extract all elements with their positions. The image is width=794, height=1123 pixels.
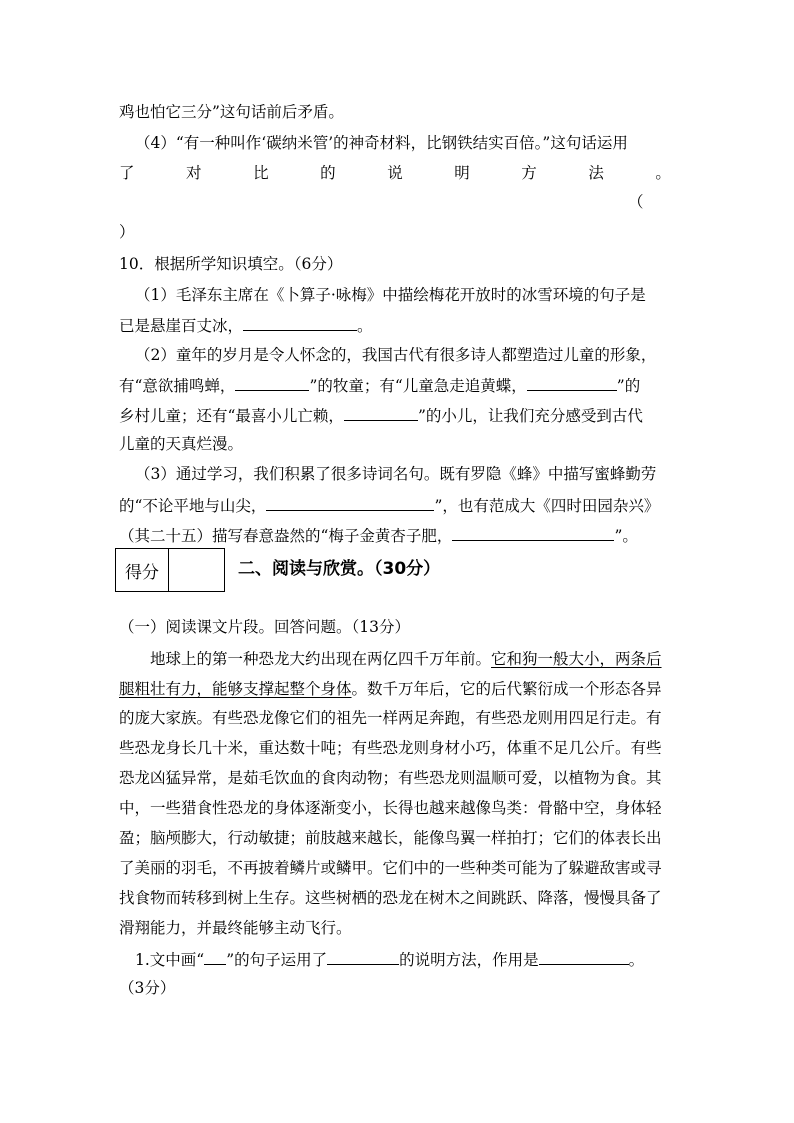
spread-char: 法 [588,164,604,182]
passage-line [119,679,662,699]
text: 。 [628,951,645,969]
spread-char: 明 [454,164,470,182]
passage-line: 恐龙凶猛异常，是茹毛饮血的食肉动物；有些恐龙则温顺可爱，以植物为食。其 [119,769,662,787]
underlined-sentence: 腿粗壮有力，能够支撑起整个身体 [119,680,352,698]
text: 。数千万年后，它的后代繁衍成一个形态各异 [351,680,662,698]
text: 地球上的第一种恐龙大约出现在两亿四千万年前。 [150,650,492,668]
answer-blank[interactable] [344,404,418,421]
spread-char: 对 [186,164,202,182]
q10-item3-a: （3）通过学习，我们积累了很多诗词名句。既有罗隐《蜂》中描写蜜蜂勤劳 [135,465,657,483]
answer-blank[interactable] [452,524,614,541]
passage-line: 找食物而转移到树上生存。这些树栖的恐龙在树木之间跳跃、降落，慢慢具备了 [119,889,662,907]
q9-item4-spread [119,163,671,183]
q10-item2-d: 儿童的天真烂漫。 [119,435,244,453]
text: 。 [357,317,373,335]
spread-char: 方 [521,164,537,182]
reading-title: （一）阅读课文片段。回答问题。（13分） [119,618,410,636]
q9-line-a: 鸡也怕它三分”这句话前后矛盾。 [119,103,344,121]
underline-marker [204,948,226,965]
passage-line: 些恐龙身长几十米，重达数十吨；有些恐龙则身材小巧，体重不足几公斤。有些 [119,739,662,757]
score-label: 得分 [116,549,169,591]
q10-item2-b [119,374,640,396]
text: 有“意欲捕鸣蝉， [119,377,236,395]
text: ”的牧童；有“儿童急走追黄蝶， [309,377,527,395]
q1-line [135,948,644,970]
spread-char: 了 [119,164,135,182]
answer-paren-close: ） [119,223,135,241]
passage-line: 盈；脑颅膨大，行动敏捷；前肢越来越长，能像鸟翼一样拍打；它们的体表长出 [119,829,662,847]
text: 1.文中画“ [135,951,205,969]
text: 的说明方法，作用是 [399,951,539,969]
text: 已是悬崖百丈冰， [119,317,244,335]
passage-line: 了美丽的羽毛，不再披着鳞片或鳞甲。它们中的一些种类可能为了躲避敌害或寻 [119,859,662,877]
q10-item1-a: （1）毛泽东主席在《卜算子·咏梅》中描绘梅花开放时的冰雪环境的句子是 [135,286,646,304]
text: 乡村儿童；还有“最喜小儿亡赖， [119,407,344,425]
answer-blank[interactable] [327,948,399,965]
text: ”，也有范成大《四时田园杂兴》 [434,497,660,515]
answer-blank[interactable] [266,494,434,511]
answer-paren-open: （ [628,193,644,211]
score-box [115,548,225,592]
answer-blank[interactable] [235,374,309,391]
text: ”的句子运用了 [226,951,328,969]
q10-item1-b [119,314,373,336]
q9-item4-line1: （4）“有一种叫作‘碳纳米管’的神奇材料，比钢铁结实百倍。”这句话运用 [135,134,628,152]
answer-blank[interactable] [539,948,629,965]
q10-title: 10．根据所学知识填空。（6分） [119,255,343,273]
text: （其二十五）描写春意盎然的“梅子金黄杏子肥， [119,527,453,545]
spread-char: 说 [387,164,403,182]
spread-char: 。 [655,164,671,182]
q10-item2-c [119,404,643,426]
passage-line [150,649,662,669]
q10-item3-b [119,494,659,516]
text: 的“不论平地与山尖， [119,497,267,515]
spread-char: 比 [253,164,269,182]
text: ”的小儿，让我们充分感受到古代 [417,407,643,425]
q10-item3-c [119,524,638,546]
spread-char: 的 [320,164,336,182]
text: ”。 [614,527,638,545]
text: ”的 [616,377,641,395]
q10-item2-a: （2）童年的岁月是令人怀念的，我国古代有很多诗人都塑造过儿童的形象， [135,346,657,364]
passage-line: 的庞大家族。有些恐龙像它们的祖先一样两足奔跑，有些恐龙则用四足行走。有 [119,709,662,727]
passage-line: 中，一些猎食性恐龙的身体逐渐变小，长得也越来越像鸟类：骨骼中空，身体轻 [119,799,662,817]
q1-score: （3分） [119,979,176,997]
passage-line: 滑翔能力，并最终能够主动飞行。 [119,919,352,937]
answer-blank[interactable] [243,314,357,331]
underlined-sentence: 它和狗一般大小，两条后 [491,650,662,668]
answer-blank[interactable] [527,374,617,391]
score-entry-cell[interactable] [169,549,224,591]
section-heading: 二、阅读与欣赏。（30分） [238,559,441,579]
